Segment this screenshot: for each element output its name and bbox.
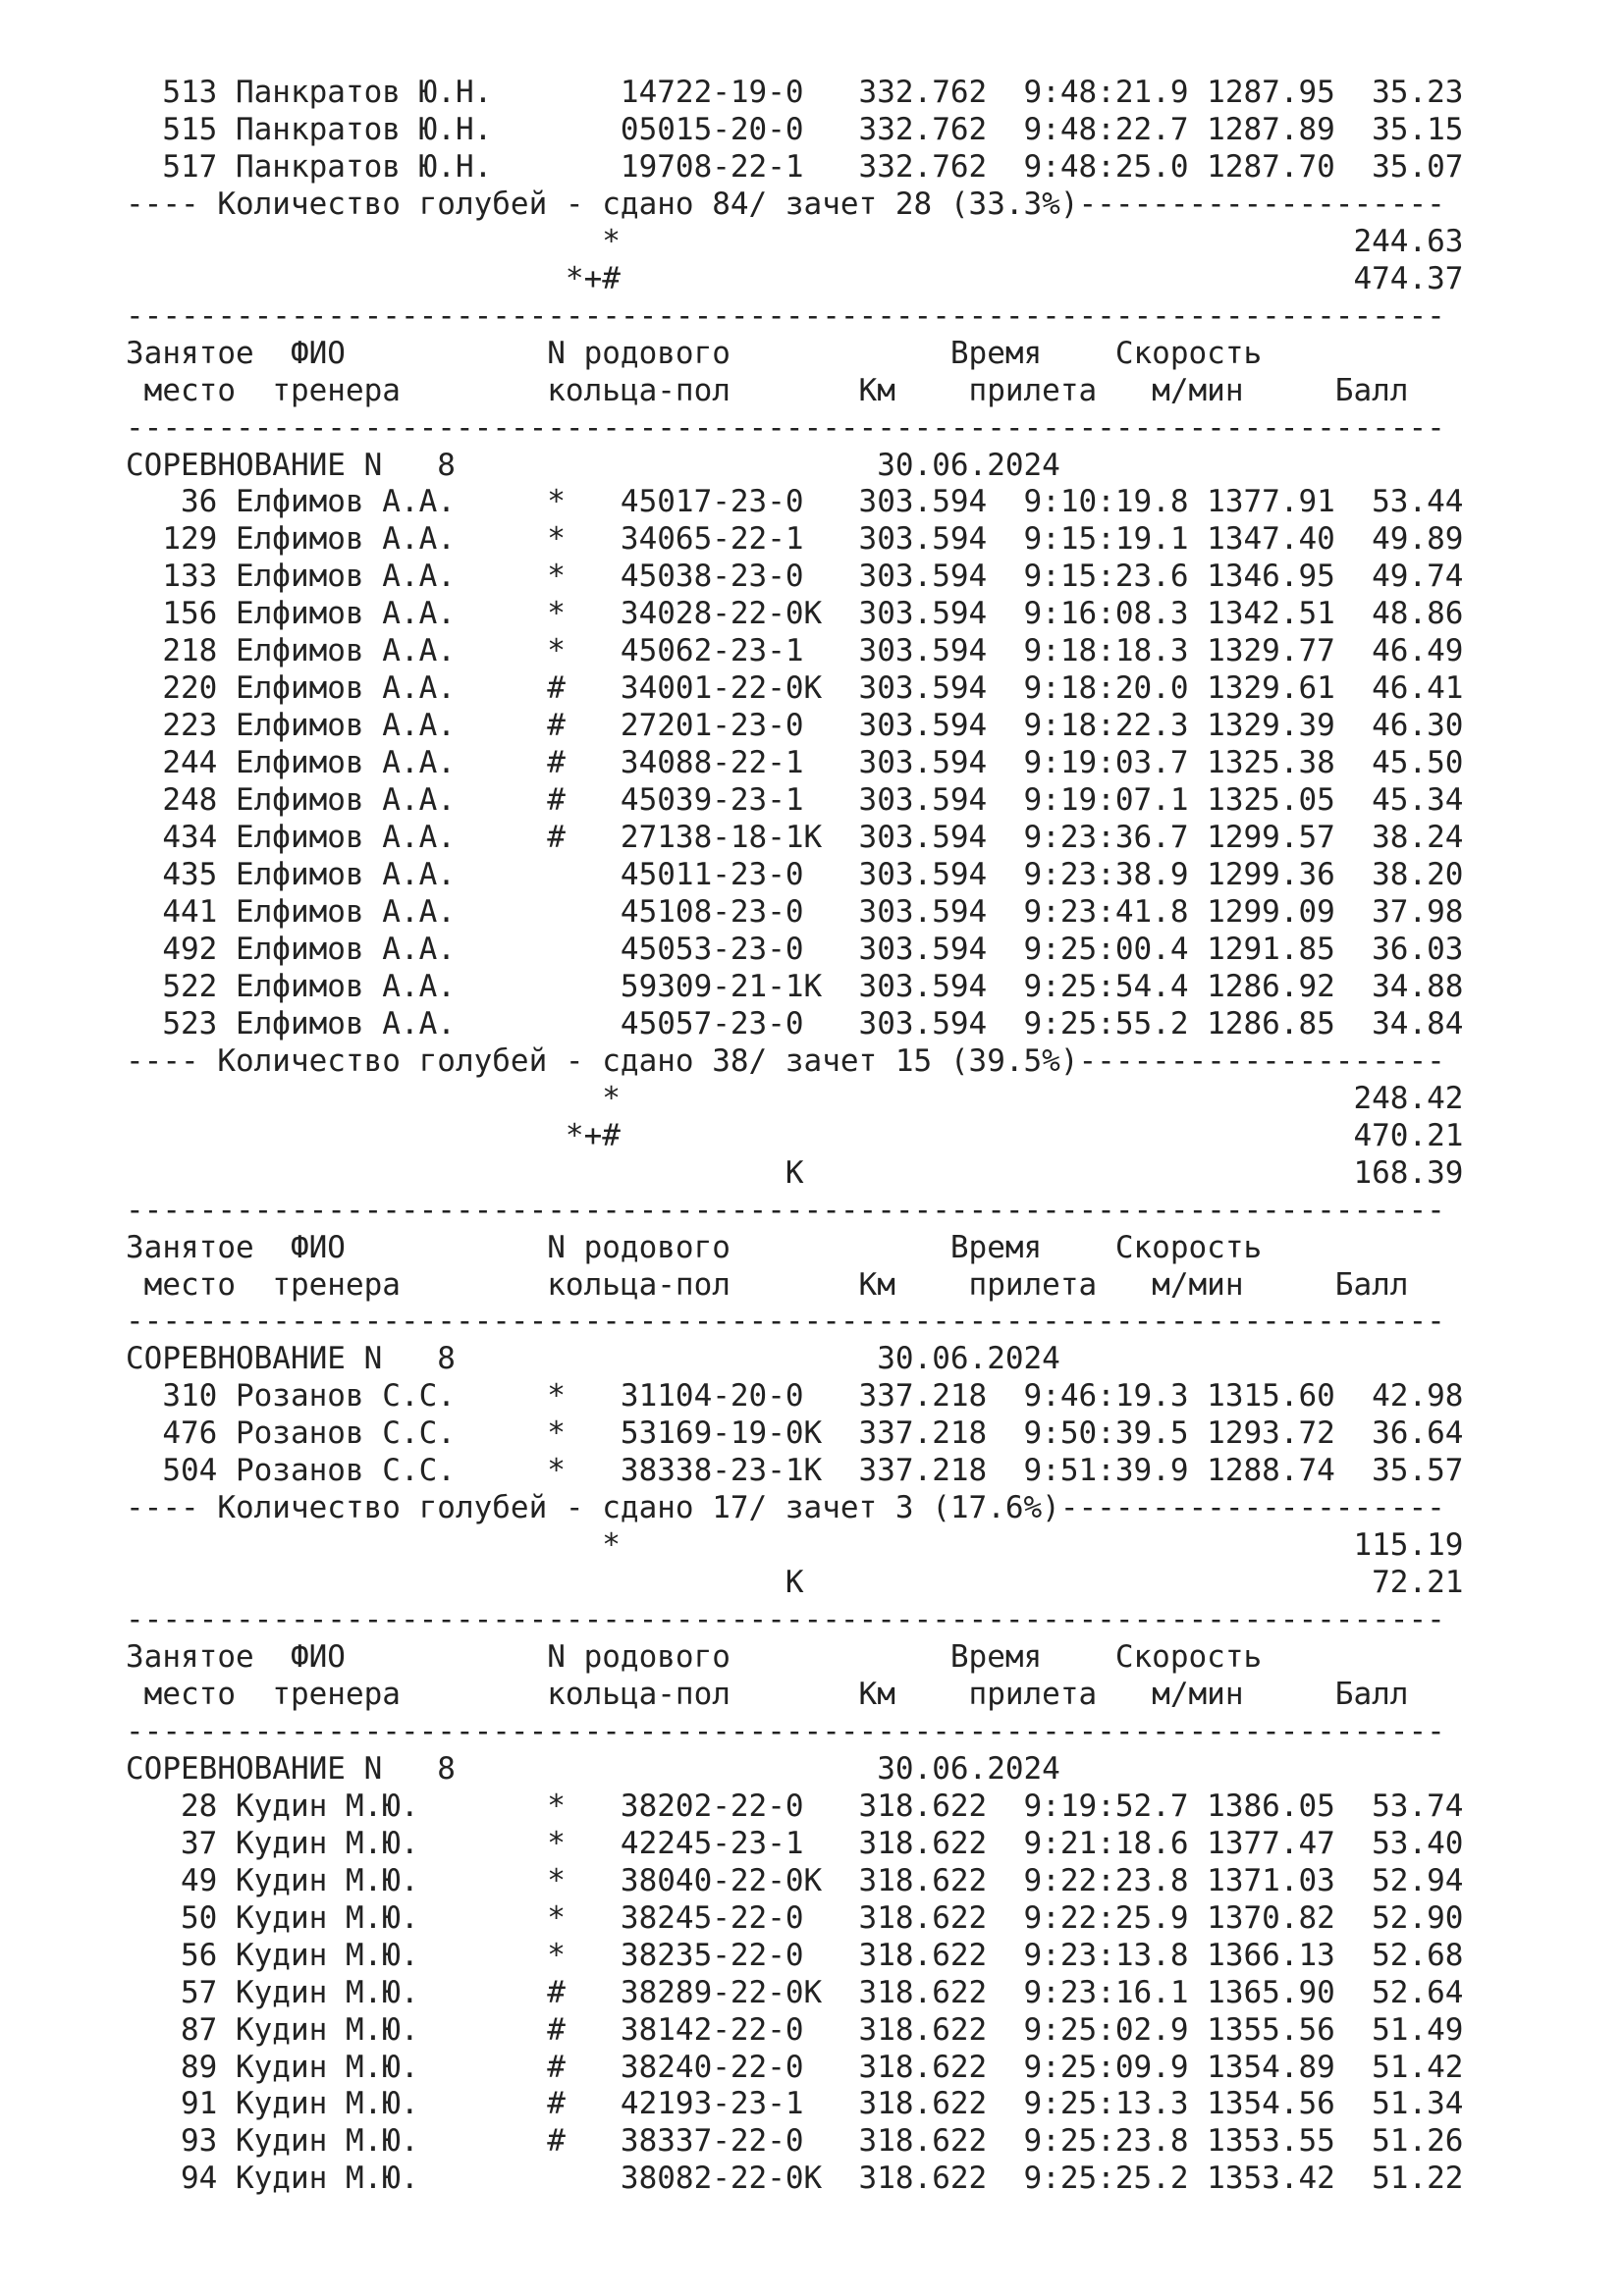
- printout-line: 310 Розанов С.С. * 31104-20-0 337.218 9:46:19.3 1315.60 42.98: [126, 1378, 1464, 1415]
- printout-line: 218 Елфимов А.А. * 45062-23-1 303.594 9:18:18.3 1329.77 46.49: [126, 633, 1464, 669]
- printout-line: СОРЕВНОВАНИЕ N 8 30.06.2024: [126, 1341, 1060, 1377]
- printout-line: место тренера кольца-пол Км прилета м/мин Балл: [126, 372, 1409, 408]
- printout-line: *+# 470.21: [126, 1117, 1464, 1153]
- printout-line: ------------------------------------------------------------------------: [126, 297, 1445, 334]
- printout-line: 476 Розанов С.С. * 53169-19-0К 337.218 9:50:39.5 1293.72 36.64: [126, 1415, 1464, 1452]
- printout-line: * 248.42: [126, 1080, 1464, 1116]
- printout-line: ------------------------------------------------------------------------: [126, 409, 1445, 446]
- printout-line: 492 Елфимов А.А. 45053-23-0 303.594 9:25:00.4 1291.85 36.03: [126, 931, 1464, 967]
- printout-line: 517 Панкратов Ю.Н. 19708-22-1 332.762 9:48:25.0 1287.70 35.07: [126, 148, 1464, 185]
- printout-line: СОРЕВНОВАНИЕ N 8 30.06.2024: [126, 447, 1060, 483]
- printout-line: *+# 474.37: [126, 260, 1464, 296]
- printout-line: * 244.63: [126, 223, 1464, 259]
- printout-line: 28 Кудин М.Ю. * 38202-22-0 318.622 9:19:52.7 1386.05 53.74: [126, 1788, 1464, 1824]
- printout-line: Занятое ФИО N родового Время Скорость: [126, 1229, 1263, 1265]
- printout-line: 434 Елфимов А.А. # 27138-18-1К 303.594 9:23:36.7 1299.57 38.24: [126, 820, 1464, 856]
- printout-line: 91 Кудин М.Ю. # 42193-23-1 318.622 9:25:13.3 1354.56 51.34: [126, 2086, 1464, 2122]
- printout-line: 133 Елфимов А.А. * 45038-23-0 303.594 9:15:23.6 1346.95 49.74: [126, 559, 1464, 595]
- printout-line: 244 Елфимов А.А. # 34088-22-1 303.594 9:19:03.7 1325.38 45.50: [126, 745, 1464, 781]
- printout-line: ---- Количество голубей - сдано 84/ зачет 28 (33.3%)--------------------: [126, 186, 1445, 222]
- printout-line: 522 Елфимов А.А. 59309-21-1К 303.594 9:25:54.4 1286.92 34.88: [126, 968, 1464, 1004]
- printout-line: ---- Количество голубей - сдано 17/ зачет 3 (17.6%)---------------------: [126, 1490, 1445, 1526]
- printout-line: 56 Кудин М.Ю. * 38235-22-0 318.622 9:23:13.8 1366.13 52.68: [126, 1937, 1464, 1973]
- printout-line: К 72.21: [126, 1565, 1464, 1601]
- printout-line: СОРЕВНОВАНИЕ N 8 30.06.2024: [126, 1750, 1060, 1787]
- printout-line: место тренера кольца-пол Км прилета м/мин Балл: [126, 1266, 1409, 1303]
- printout-line: место тренера кольца-пол Км прилета м/мин Балл: [126, 1676, 1409, 1712]
- printout-line: 435 Елфимов А.А. 45011-23-0 303.594 9:23:38.9 1299.36 38.20: [126, 857, 1464, 893]
- printout-line: ---- Количество голубей - сдано 38/ зачет 15 (39.5%)--------------------: [126, 1042, 1445, 1079]
- printout-line: 513 Панкратов Ю.Н. 14722-19-0 332.762 9:48:21.9 1287.95 35.23: [126, 75, 1464, 110]
- printout-line: 89 Кудин М.Ю. # 38240-22-0 318.622 9:25:09.9 1354.89 51.42: [126, 2049, 1464, 2085]
- printout-line: ------------------------------------------------------------------------: [126, 1602, 1445, 1638]
- printout-line: 504 Розанов С.С. * 38338-23-1К 337.218 9:51:39.9 1288.74 35.57: [126, 1453, 1464, 1489]
- printout-line: 129 Елфимов А.А. * 34065-22-1 303.594 9:15:19.1 1347.40 49.89: [126, 521, 1464, 558]
- printout-line: 156 Елфимов А.А. * 34028-22-0К 303.594 9:16:08.3 1342.51 48.86: [126, 596, 1464, 632]
- printout-line: 49 Кудин М.Ю. * 38040-22-0К 318.622 9:22:23.8 1371.03 52.94: [126, 1862, 1464, 1898]
- printout-line: ------------------------------------------------------------------------: [126, 1192, 1445, 1228]
- printout-line: 220 Елфимов А.А. # 34001-22-0К 303.594 9:18:20.0 1329.61 46.41: [126, 670, 1464, 707]
- printout-line: Занятое ФИО N родового Время Скорость: [126, 335, 1263, 371]
- printout-line: 57 Кудин М.Ю. # 38289-22-0К 318.622 9:23:16.1 1365.90 52.64: [126, 1974, 1464, 2010]
- printout-line: 523 Елфимов А.А. 45057-23-0 303.594 9:25:55.2 1286.85 34.84: [126, 1005, 1464, 1041]
- printout-line: 37 Кудин М.Ю. * 42245-23-1 318.622 9:21:18.6 1377.47 53.40: [126, 1825, 1464, 1861]
- results-printout: [126, 75, 1463, 2198]
- printout-line: 515 Панкратов Ю.Н. 05015-20-0 332.762 9:48:22.7 1287.89 35.15: [126, 111, 1464, 147]
- printout-line: ------------------------------------------------------------------------: [126, 1304, 1445, 1340]
- printout-line: 93 Кудин М.Ю. # 38337-22-0 318.622 9:25:23.8 1353.55 51.26: [126, 2123, 1464, 2160]
- printout-line: 87 Кудин М.Ю. # 38142-22-0 318.622 9:25:02.9 1355.56 51.49: [126, 2011, 1464, 2048]
- printout-line: 223 Елфимов А.А. # 27201-23-0 303.594 9:18:22.3 1329.39 46.30: [126, 708, 1464, 744]
- printout-line: ------------------------------------------------------------------------: [126, 1713, 1445, 1749]
- printout-line: 36 Елфимов А.А. * 45017-23-0 303.594 9:10:19.8 1377.91 53.44: [126, 484, 1464, 520]
- printout-line: * 115.19: [126, 1527, 1464, 1564]
- printout-line: 50 Кудин М.Ю. * 38245-22-0 318.622 9:22:25.9 1370.82 52.90: [126, 1899, 1464, 1936]
- printout-line: 441 Елфимов А.А. 45108-23-0 303.594 9:23:41.8 1299.09 37.98: [126, 893, 1464, 930]
- printout-line: 94 Кудин М.Ю. 38082-22-0К 318.622 9:25:25.2 1353.42 51.22: [126, 2161, 1464, 2197]
- printout-line: Занятое ФИО N родового Время Скорость: [126, 1639, 1263, 1676]
- printout-line: 248 Елфимов А.А. # 45039-23-1 303.594 9:19:07.1 1325.05 45.34: [126, 782, 1464, 819]
- printout-line: К 168.39: [126, 1154, 1464, 1191]
